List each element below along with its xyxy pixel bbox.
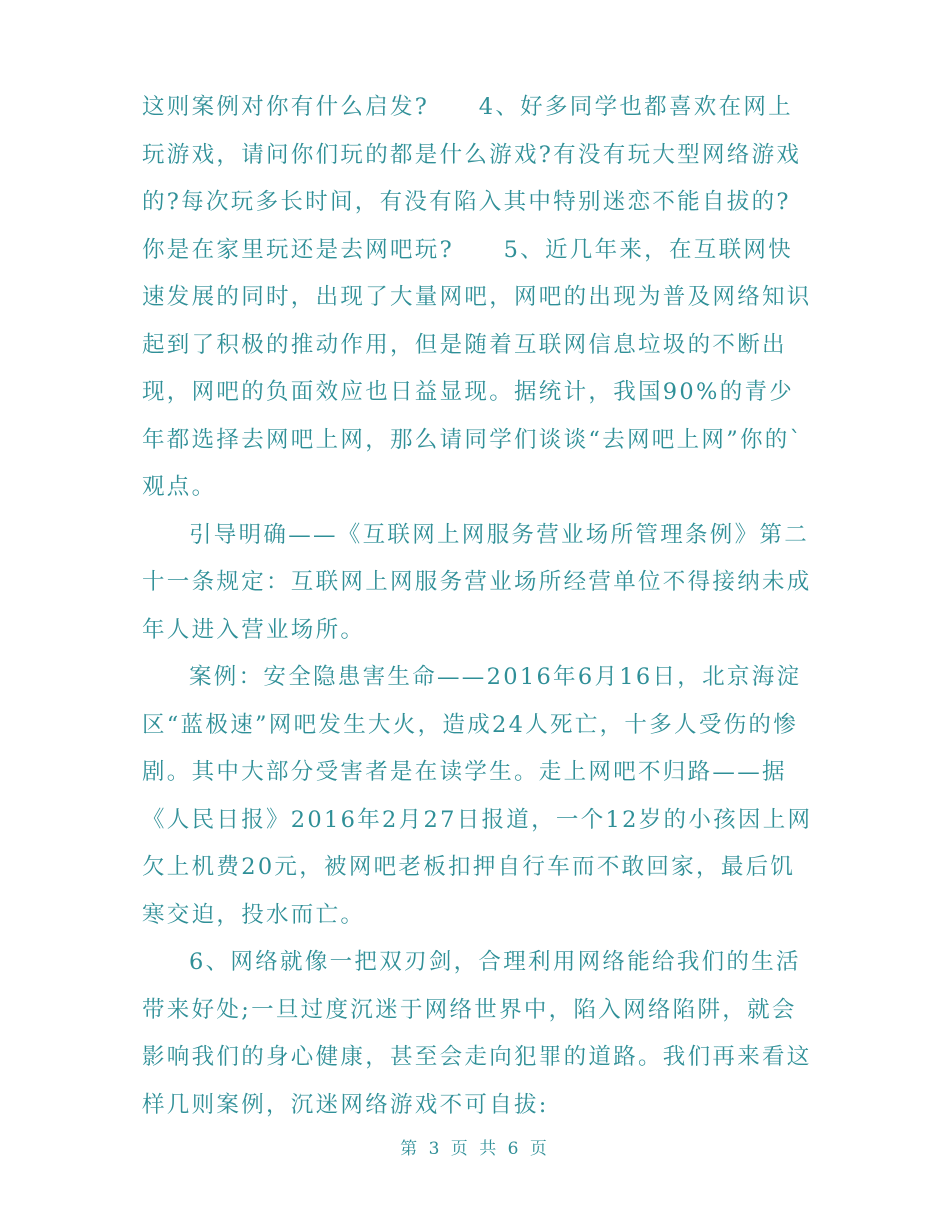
paragraph-regulation: 引导明确——《互联网上网服务营业场所管理条例》第二十一条规定：互联网上网服务营业场所经营单位不得接纳未成年人进入营业场所。 <box>142 521 812 643</box>
document-page <box>142 84 814 1129</box>
paragraph-cases: 案例：安全隐患害生命——2016年6月16日，北京海淀区“蓝极速”网吧发生大火，造成24人死亡，十多人受伤的惨剧。其中大部分受害者是在读学生。走上网吧不归路——据《人民日报》2016年2月27日报道，一个12岁的小孩因上网欠上机费20元，被网吧老板扣押自行车而不敢回家，最后饥寒交迫，投水而亡。 <box>142 664 813 928</box>
paragraph-questions: 这则案例对你有什么启发? 4、好多同学也都喜欢在网上玩游戏，请问你们玩的都是什么游戏?有没有玩大型网络游戏的?每次玩多长时间，有没有陷入其中特别迷恋不能自拔的?你是在家里玩还是去网吧玩? 5、近几年来，在互联网快速发展的同时，出现了大量网吧，网吧的出现为普及网络知识起到了积极的推动作用，但是随着互联网信息垃圾的不断出现，网吧的负面效应也日益显现。据统计，我国90%的青少年都选择去网吧上网，那么请同学们谈谈“去网吧上网”你的`观点。 <box>142 94 812 500</box>
page-footer: 第 3 页 共 6 页 <box>400 1139 550 1159</box>
paragraph-double-edged-sword: 6、网络就像一把双刃剑，合理利用网络能给我们的生活带来好处;一旦过度沉迷于网络世界中，陷入网络陷阱，就会影响我们的身心健康，甚至会走向犯罪的道路。我们再来看这样几则案例，沉迷网络游戏不可自拔: <box>142 949 812 1118</box>
